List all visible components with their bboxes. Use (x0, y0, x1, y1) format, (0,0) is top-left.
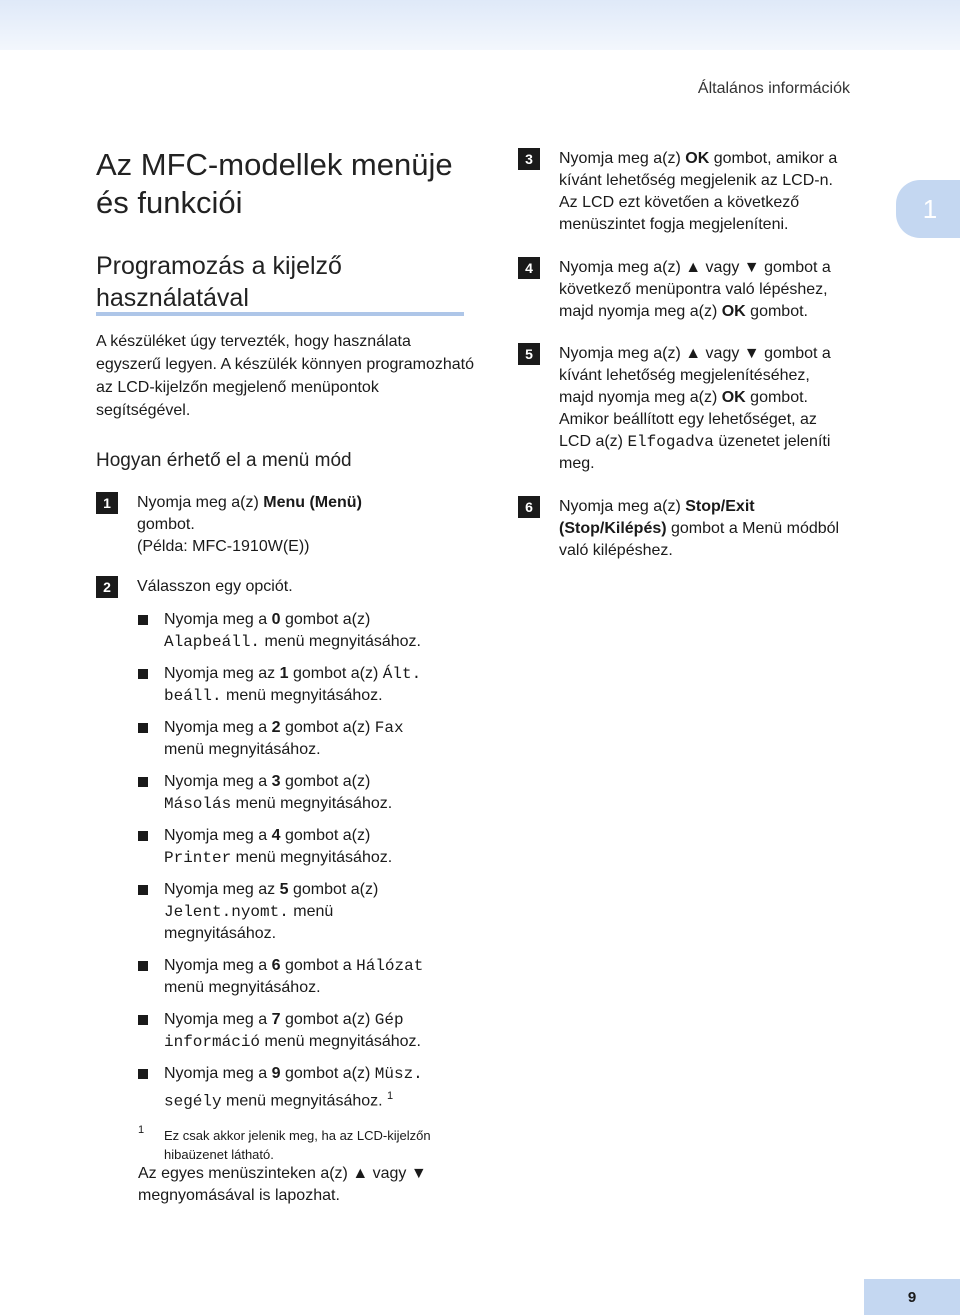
bullet-square-icon (138, 831, 148, 841)
up-arrow-icon: ▲ (685, 259, 702, 276)
bullet-square-icon (138, 1015, 148, 1025)
chapter-tab: 1 (896, 180, 960, 238)
step-6-text: Nyomja meg a(z) Stop/Exit (Stop/Kilépés) gombot a Menü módból való kilépéshez. (559, 498, 840, 559)
step-1-text: Nyomja meg a(z) Menu (Menü) gombot. (Példa: MFC-1910W(E)) (137, 494, 362, 555)
running-head: Általános információk (697, 80, 850, 97)
up-arrow-icon: ▲ (352, 1165, 369, 1182)
section-title: Programozás a kijelző használatával (96, 252, 342, 312)
page-title: Az MFC-modellek menüje és funkciói (96, 147, 453, 220)
step-5 (518, 343, 898, 478)
bullet-square-icon (138, 1069, 148, 1079)
down-arrow-icon: ▼ (410, 1165, 427, 1182)
scroll-note: Az egyes menüszinteken a(z) ▲ vagy ▼ megnyomásával is lapozhat. (138, 1165, 427, 1204)
ok-key: OK (685, 150, 710, 167)
bullet-square-icon (138, 615, 148, 625)
step-6 (518, 496, 898, 566)
down-arrow-icon: ▼ (743, 345, 760, 362)
step-number-4: 4 (518, 257, 540, 279)
up-arrow-icon: ▲ (685, 345, 702, 362)
step-2-text: Válasszon egy opciót. (137, 578, 293, 595)
section-rule (96, 312, 464, 316)
step-number-5: 5 (518, 343, 540, 365)
step-3-text: Nyomja meg a(z) OK gombot, amikor a kívánt lehetőség megjelenik az LCD-n. Az LCD ezt követően a következő menüszintet fogja megjeleníteni. (559, 150, 838, 233)
intro-paragraph: A készüléket úgy tervezték, hogy használata egyszerű legyen. A készülék könnyen programozható az LCD-kijelzőn megjelenő menüpontok segítségével. (96, 333, 475, 419)
step-1 (96, 492, 476, 562)
ok-key: OK (721, 303, 746, 320)
step-5-text: Nyomja meg a(z) ▲ vagy ▼ gombot a kívánt lehetőség megjelenítéséhez, majd nyomja meg a(z) OK gombot. Amikor beállított egy lehetőséget, az LCD a(z) Elfogadva üzenetet jeleníti meg. (559, 345, 831, 472)
step-number-6: 6 (518, 496, 540, 518)
footnote-ref: 1 (387, 1090, 394, 1102)
down-arrow-icon: ▼ (743, 259, 760, 276)
footnote-number: 1 (138, 1124, 145, 1136)
bullet-square-icon (138, 777, 148, 787)
menu-key: Menu (Menü) (263, 494, 362, 511)
top-band (0, 0, 960, 50)
bullet-square-icon (138, 723, 148, 733)
bullet-square-icon (138, 669, 148, 679)
subsection-title: Hogyan érhető el a menü mód (96, 450, 352, 471)
step-number-3: 3 (518, 148, 540, 170)
step-3 (518, 148, 898, 238)
step-4 (518, 257, 898, 327)
step-number-1: 1 (96, 492, 118, 514)
step-number-2: 2 (96, 576, 118, 598)
bullet-square-icon (138, 885, 148, 895)
footnote-text: Ez csak akkor jelenik meg, ha az LCD-kijelzőn hibaüzenet látható. (164, 1128, 431, 1162)
step-2 (96, 576, 476, 598)
ok-key: OK (721, 389, 746, 406)
bullet-square-icon (138, 961, 148, 971)
page-number: 9 (864, 1279, 960, 1315)
stop-exit-key: Stop/Exit (685, 498, 755, 515)
step-4-text: Nyomja meg a(z) ▲ vagy ▼ gombot a következő menüpontra való lépéshez, majd nyomja meg a(z) OK gombot. (559, 259, 831, 320)
